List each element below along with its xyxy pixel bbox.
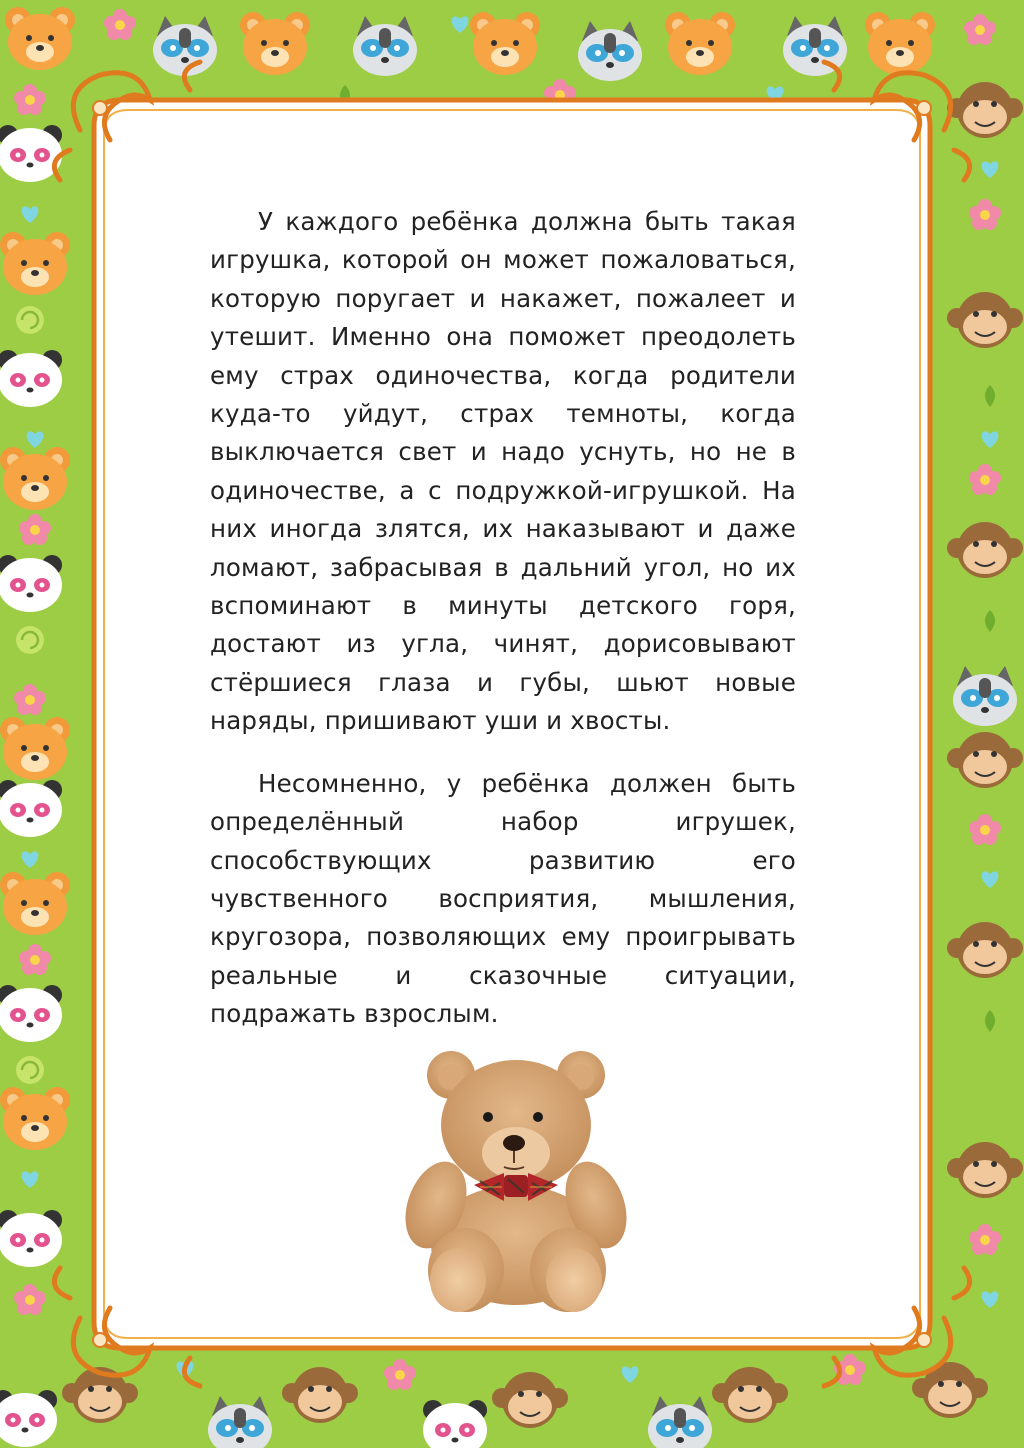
article-body <box>210 203 796 1058</box>
teddy-bear-image <box>396 1045 636 1315</box>
paragraph-1: У каждого ребёнка должна быть такая игрушка, которой он может пожаловаться, которую поругает и накажет, пожалеет и утешит. Именно она поможет преодолеть ему страх одиночества, когда родители куда-то уйдут, страх темноты, когда выключается свет и надо уснуть, но не в одиночестве, а с подружкой-игрушкой. На них иногда злятся, их наказывают и даже ломают, забрасывая в дальний угол, но их вспоминают в минуты детского горя, достают из угла, чинят, дорисовывают стёршиеся глаза и губы, шьют новые наряды, пришивают уши и хвосты. <box>210 207 796 736</box>
paragraph-2: Несомненно, у ребёнка должен быть определённый набор игрушек, способствующих развитию его чувственного восприятия, мышления, кругозора, позволяющих ему проигрывать реальные и сказочные ситуации, подражать взрослым. <box>210 768 796 1029</box>
